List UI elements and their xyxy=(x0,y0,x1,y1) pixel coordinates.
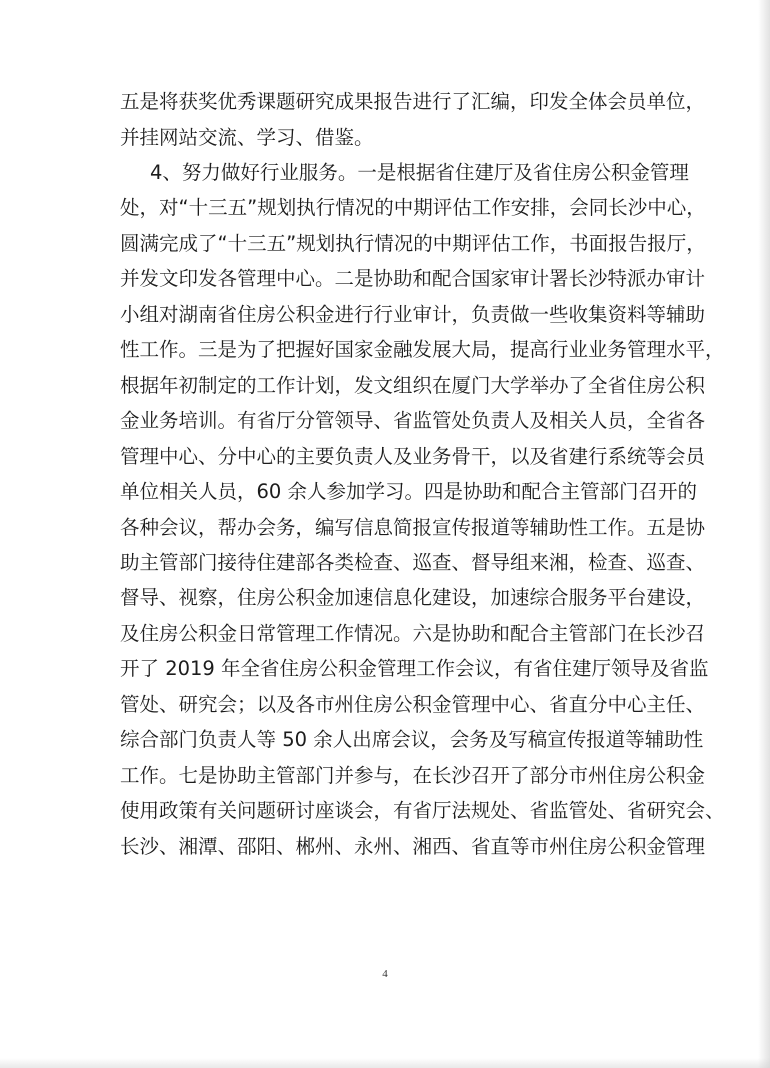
text-line: 处，对“十三五”规划执行情况的中期评估工作安排，会同长沙中心， xyxy=(120,196,706,219)
page-edge-shadow-bottom xyxy=(0,1058,770,1068)
text-line: 并发文印发各管理中心。二是协助和配合国家审计署长沙特派办审计 xyxy=(120,267,706,290)
text-line: 使用政策有关问题研讨座谈会，有省厅法规处、省监管处、省研究会、 xyxy=(120,799,725,822)
text-line: 小组对湖南省住房公积金进行行业审计，负责做一些收集资料等辅助 xyxy=(120,303,706,326)
page-edge-shadow-right xyxy=(758,0,770,1068)
text-line: 管处、研究会；以及各市州住房公积金管理中心、省直分中心主任、 xyxy=(120,693,706,716)
text-line: 各种会议，帮办会务，编写信息简报宣传报道等辅助性工作。五是协 xyxy=(120,516,706,539)
text-line: 综合部门负责人等 50 余人出席会议，会务及写稿宣传报道等辅助性 xyxy=(120,728,704,751)
text-line: 并挂网站交流、学习、借鉴。 xyxy=(120,126,374,149)
text-line: 性工作。三是为了把握好国家金融发展大局，提高行业业务管理水平， xyxy=(120,338,725,361)
text-line: 根据年初制定的工作计划，发文组织在厦门大学举办了全省住房公积 xyxy=(120,374,706,397)
text-line: 助主管部门接待住建部各类检查、巡查、督导组来湘，检查、巡查、 xyxy=(120,551,706,574)
text-line: 工作。七是协助主管部门并参与，在长沙召开了部分市州住房公积金 xyxy=(120,764,706,787)
text-line: 圆满完成了“十三五”规划执行情况的中期评估工作，书面报告报厅， xyxy=(120,232,706,255)
text-line: 单位相关人员，60 余人参加学习。四是协助和配合主管部门召开的 xyxy=(120,480,698,503)
paragraph-first-line: 4、努力做好行业服务。一是根据省住建厅及省住房公积金管理 xyxy=(150,161,689,184)
text-line: 金业务培训。有省厅分管领导、省监管处负责人及相关人员，全省各 xyxy=(120,409,706,432)
text-line: 管理中心、分中心的主要负责人及业务骨干，以及省建行系统等会员 xyxy=(120,445,706,468)
page-number: 4 xyxy=(382,968,388,980)
text-line: 长沙、湘潭、邵阳、郴州、永州、湘西、省直等市州住房公积金管理 xyxy=(120,835,706,858)
text-line: 督导、视察，住房公积金加速信息化建设，加速综合服务平台建设， xyxy=(120,586,706,609)
text-line: 五是将获奖优秀课题研究成果报告进行了汇编，印发全体会员单位， xyxy=(120,90,706,113)
text-line: 及住房公积金日常管理工作情况。六是协助和配合主管部门在长沙召 xyxy=(120,622,706,645)
text-line: 开了 2019 年全省住房公积金管理工作会议，有省住建厅领导及省监 xyxy=(120,657,709,680)
